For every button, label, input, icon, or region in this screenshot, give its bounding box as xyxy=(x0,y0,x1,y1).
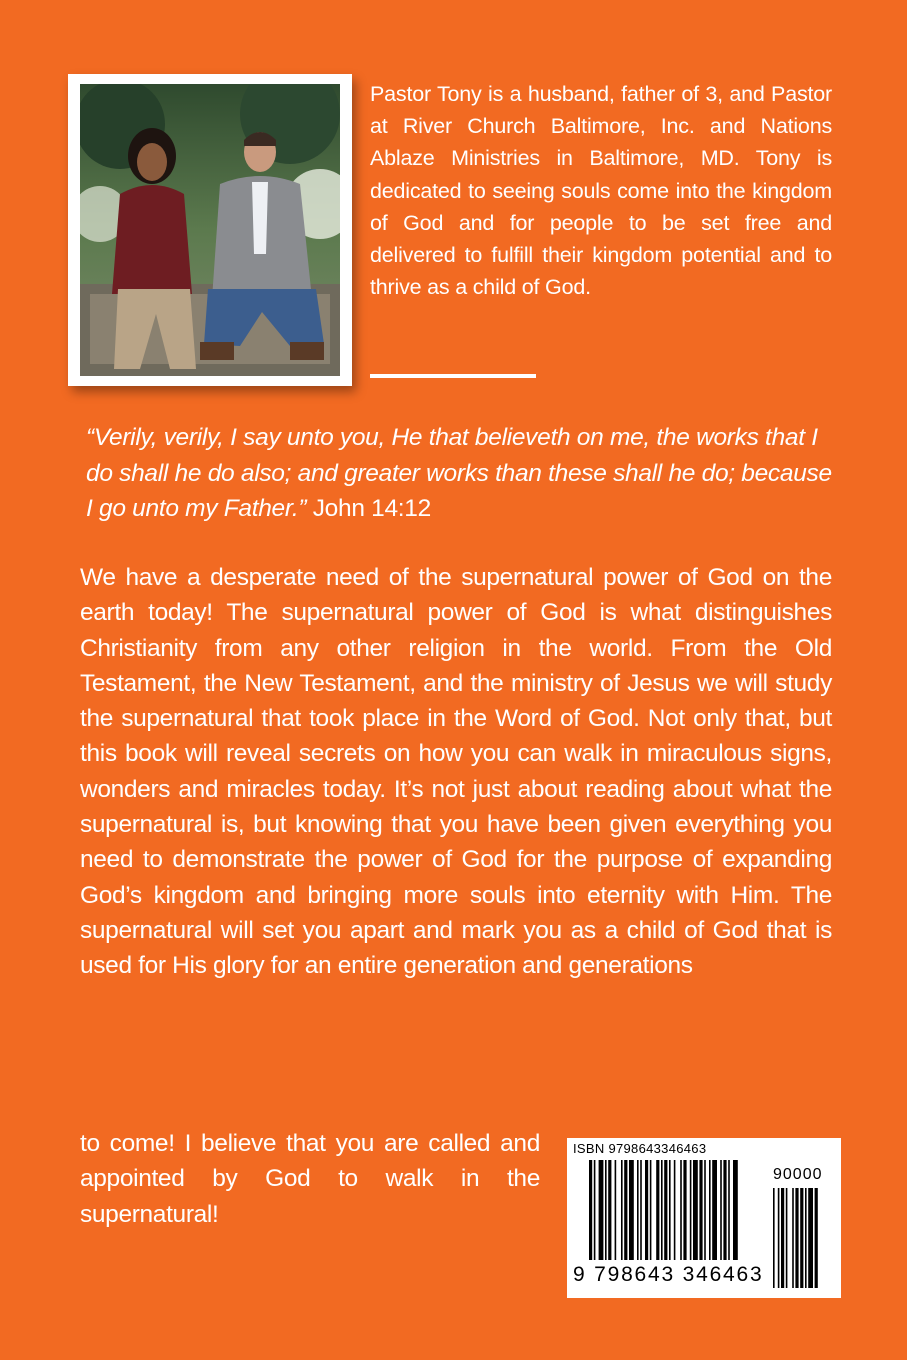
price-code: 90000 xyxy=(773,1166,823,1183)
quote-reference: John 14:12 xyxy=(312,495,431,522)
quote-text: “Verily, verily, I say unto you, He that believeth on me, the works that I do shall he do also; and greater works than these shall he do; because I go unto my Father.” xyxy=(86,424,832,522)
isbn-label: ISBN 9798643346463 xyxy=(573,1141,707,1156)
book-description: We have a desperate need of the supernatural power of God on the earth today! The supernatural power of God is what distinguishes Christianity from any other religion in the world. From the Old Testament, the New Testament, and the ministry of Jesus we will study the supernatural that took place in the Word of God. Not only that, but this book will reveal secrets on how you can walk in miraculous signs, wonders and miracles today. It’s not just about reading about what the supernatural is, but knowing that you have been given everything you need to demonstrate the power of God for the purpose of expanding God’s kingdom and bringing more souls into eternity with Him. The supernatural will set you apart and mark you as a child of God that is used for His glory for an entire generation and generations xyxy=(80,564,832,980)
author-photo-image xyxy=(80,84,340,376)
scripture-quote xyxy=(86,420,834,527)
author-bio: Pastor Tony is a husband, father of 3, and Pastor at River Church Baltimore, Inc. and Nations Ablaze Ministries in Baltimore, MD. Tony is dedicated to seeing souls come into the kingdom of God and for people to be set free and delivered to fulfill their kingdom potential and to thrive as a child of God. xyxy=(370,82,832,300)
book-description-ending: to come! I believe that you are called and appointed by God to walk in the supernatural! xyxy=(80,1130,540,1228)
barcode-digits: 9 798643 346463 xyxy=(573,1263,764,1286)
isbn-barcode xyxy=(567,1138,841,1298)
author-photo-frame xyxy=(68,74,352,386)
author-photo xyxy=(80,84,340,376)
section-divider xyxy=(370,374,536,378)
